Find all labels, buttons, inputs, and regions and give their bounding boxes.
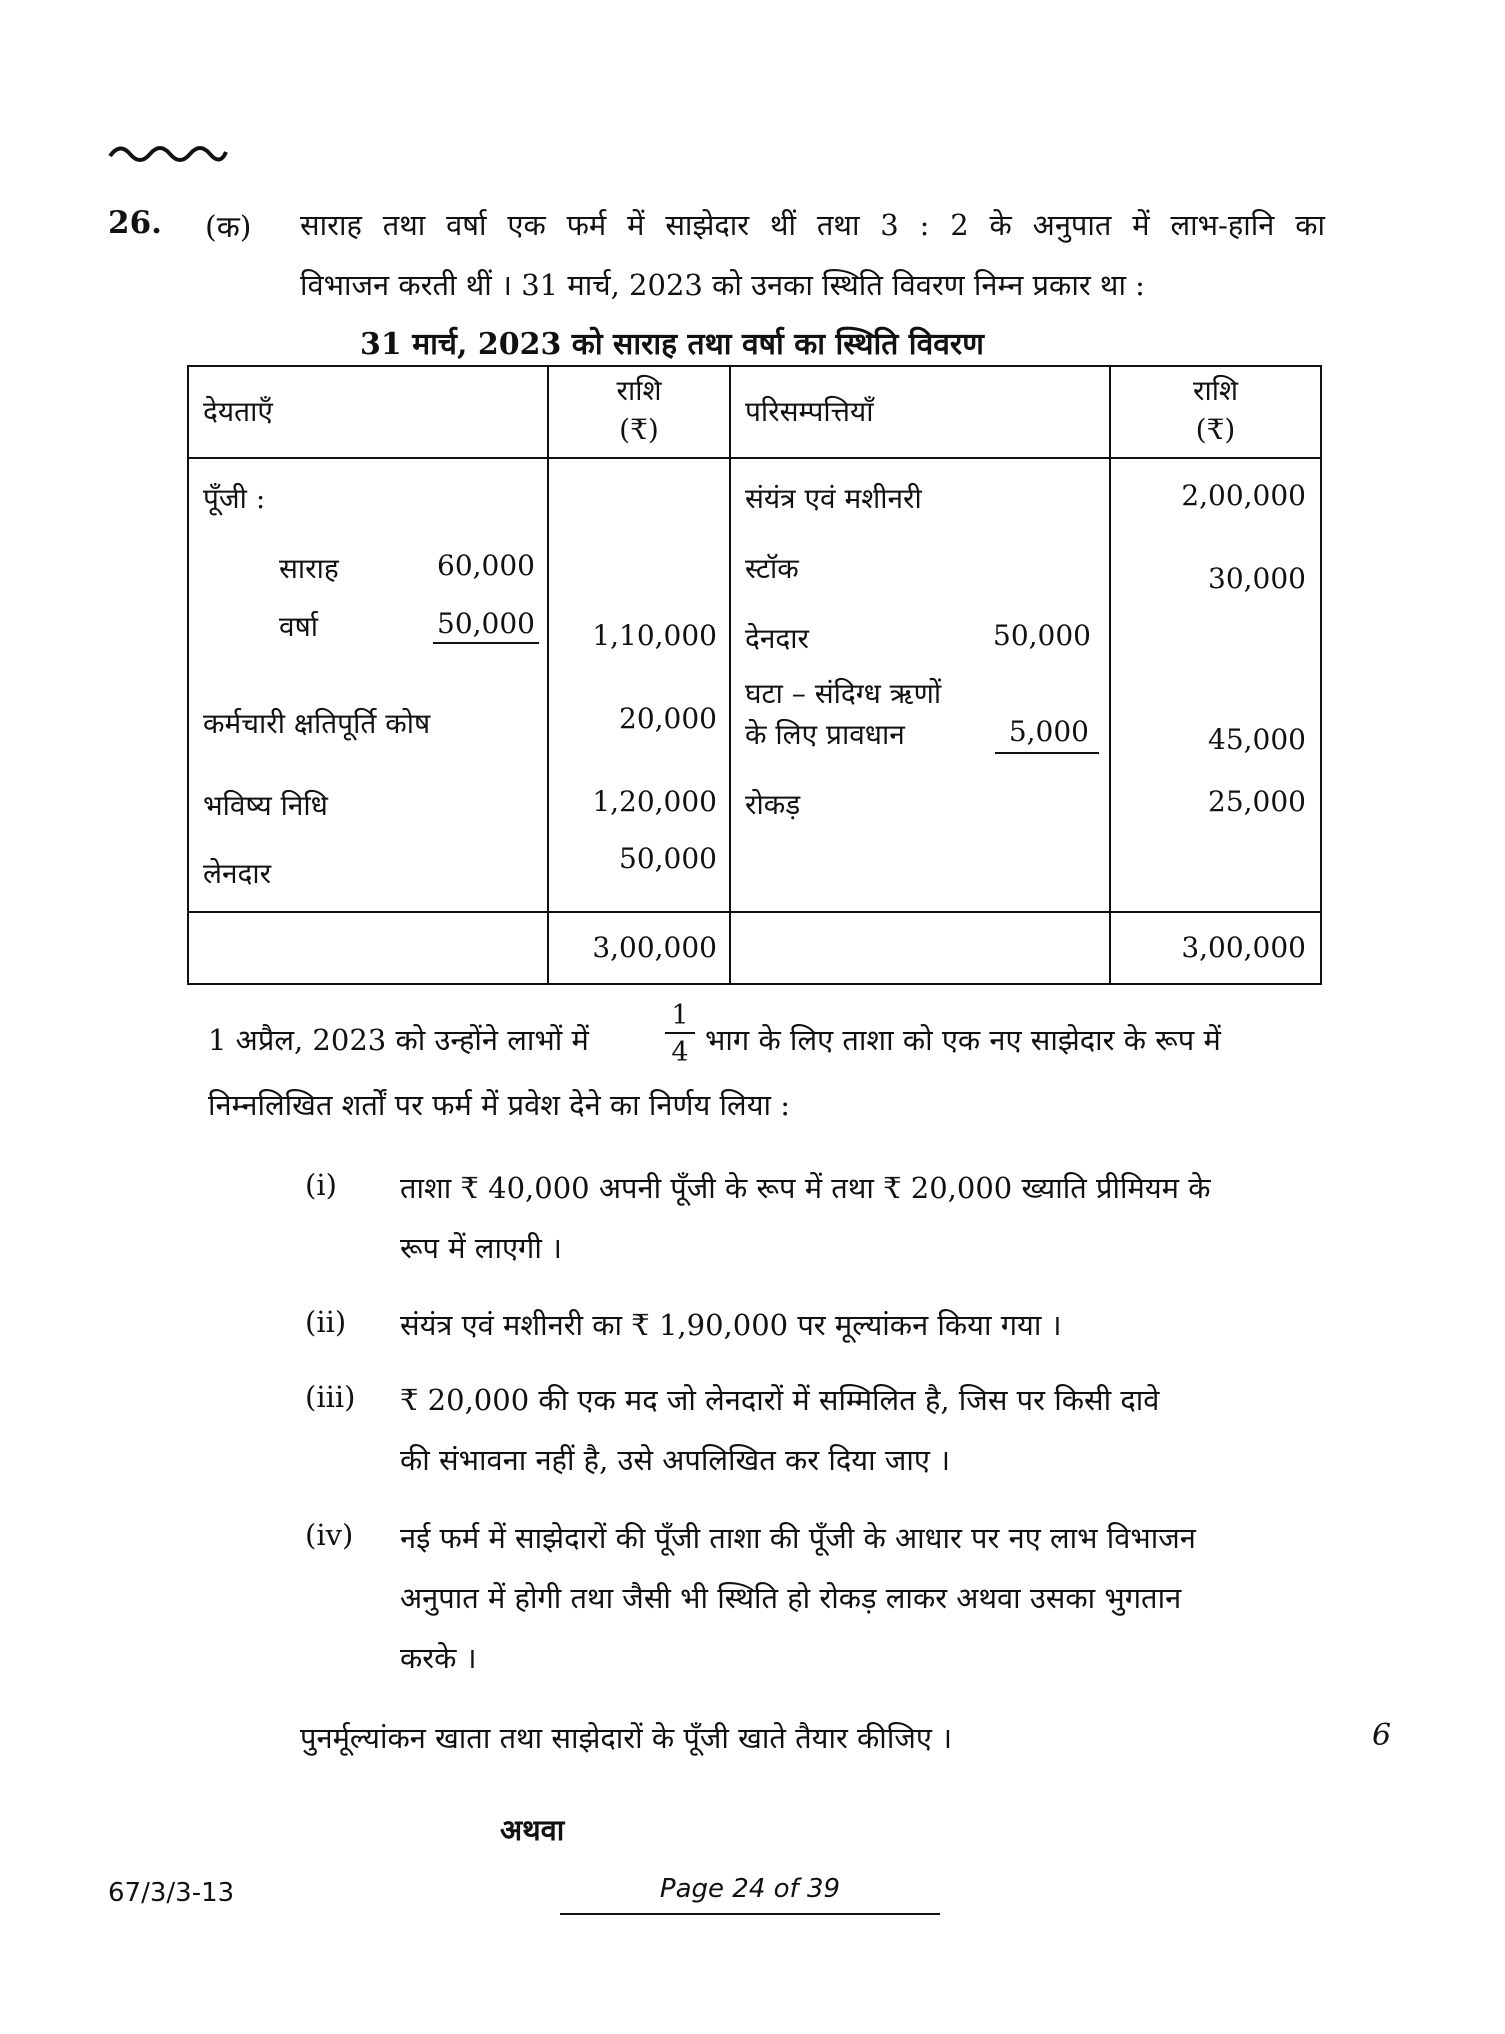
header-amount-unit: (₹): [1195, 413, 1236, 446]
header-assets-amount: [1110, 366, 1321, 458]
creditors-amount: 50,000: [619, 842, 717, 875]
question-number: 26.: [108, 205, 162, 241]
debtors-net-amount: 45,000: [1208, 723, 1306, 756]
or-separator: अथवा: [500, 1813, 565, 1847]
paper-code: 67/3/3-13: [108, 1878, 235, 1908]
question-intro-line-2: विभाजन करती थीं । 31 मार्च, 2023 को उनका स्थिति विवरण निम्न प्रकार था :: [300, 268, 1145, 302]
workmen-compensation-fund-amount: 20,000: [619, 702, 717, 735]
admission-line-1-before: 1 अप्रैल, 2023 को उन्होंने लाभों में: [208, 1023, 589, 1057]
cash-label: रोकड़: [745, 788, 801, 821]
page-number: Page 24 of 39: [659, 1874, 841, 1904]
wave-mark-icon: [108, 138, 228, 168]
instruction-text: पुनर्मूल्यांकन खाता तथा साझेदारों के पूँजी खाते तैयार कीजिए ।: [300, 1721, 953, 1755]
partner-varsha-capital: 50,000: [433, 607, 539, 644]
provident-fund-amount: 1,20,000: [592, 785, 717, 818]
profit-share-fraction: [665, 1002, 695, 1066]
provision-label-line-1: घटा – संदिग्ध ऋणों: [745, 677, 942, 710]
condition-4-line-2: अनुपात में होगी तथा जैसी भी स्थिति हो रोकड़ लाकर अथवा उसका भुगतान: [400, 1581, 1182, 1615]
partner-sarah-name: साराह: [279, 552, 339, 585]
header-assets: [730, 366, 1110, 458]
liabilities-total-blank: [188, 912, 548, 984]
plant-machinery-amount: 2,00,000: [1181, 479, 1306, 512]
question-intro-line-1: साराह तथा वर्षा एक फर्म में साझेदार थीं तथा 3 : 2 के अनुपात में लाभ-हानि का: [300, 208, 1325, 242]
assets-amount-body: [1110, 458, 1321, 912]
provident-fund-label: भविष्य निधि: [203, 789, 328, 822]
partner-varsha-name: वर्षा: [279, 610, 319, 643]
partner-sarah-capital: 60,000: [437, 549, 535, 582]
stock-label: स्टॉक: [745, 552, 799, 585]
condition-4-label: (iv): [305, 1518, 354, 1552]
header-amount-unit: (₹): [619, 413, 659, 446]
workmen-compensation-fund-label: कर्मचारी क्षतिपूर्ति कोष: [203, 707, 431, 740]
provision-amount: 5,000: [995, 715, 1099, 754]
fraction-denominator: 4: [671, 1037, 689, 1068]
condition-1-line-1: ताशा ₹ 40,000 अपनी पूँजी के रूप में तथा ₹ 20,000 ख्याति प्रीमियम के: [400, 1171, 1211, 1205]
balance-sheet-table: [187, 365, 1322, 985]
condition-4-line-1: नई फर्म में साझेदारों की पूँजी ताशा की पूँजी के आधार पर नए लाभ विभाजन: [400, 1521, 1196, 1555]
debtors-gross-amount: 50,000: [993, 619, 1091, 652]
liabilities-body: [188, 458, 548, 912]
condition-2-label: (ii): [305, 1305, 347, 1339]
condition-3-label: (iii): [305, 1380, 356, 1414]
liabilities-amount-body: [548, 458, 730, 912]
liabilities-total: [548, 912, 730, 984]
header-liabilities-label: देयताएँ: [203, 395, 273, 428]
assets-total-amount: 3,00,000: [1181, 931, 1306, 964]
liabilities-total-amount: 3,00,000: [592, 931, 717, 964]
page-number-underline: [560, 1913, 940, 1915]
stock-amount: 30,000: [1208, 562, 1306, 595]
plant-machinery-label: संयंत्र एवं मशीनरी: [745, 482, 922, 515]
assets-total-blank: [730, 912, 1110, 984]
capital-total-amount: 1,10,000: [592, 619, 717, 652]
condition-3-line-1: ₹ 20,000 की एक मद जो लेनदारों में सम्मिलित है, जिस पर किसी दावे: [400, 1383, 1160, 1417]
condition-3-line-2: की संभावना नहीं है, उसे अपलिखित कर दिया जाए ।: [400, 1443, 951, 1477]
header-liabilities-amount: [548, 366, 730, 458]
balance-sheet-title: 31 मार्च, 2023 को साराह तथा वर्षा का स्थिति विवरण: [360, 327, 984, 362]
debtors-label: देनदार: [745, 622, 809, 655]
header-liabilities: [188, 366, 548, 458]
creditors-label: लेनदार: [203, 857, 272, 890]
capital-label: पूँजी :: [203, 482, 266, 515]
header-amount-label: राशि: [1193, 374, 1238, 407]
admission-line-2: निम्नलिखित शर्तों पर फर्म में प्रवेश देने का निर्णय लिया :: [208, 1088, 791, 1122]
condition-2-line-1: संयंत्र एवं मशीनरी का ₹ 1,90,000 पर मूल्यांकन किया गया ।: [400, 1308, 1062, 1342]
admission-line-1-after: भाग के लिए ताशा को एक नए साझेदार के रूप में: [705, 1023, 1221, 1057]
assets-body: [730, 458, 1110, 912]
fraction-numerator: 1: [665, 1002, 695, 1034]
assets-total: [1110, 912, 1321, 984]
question-part-label: (क): [205, 210, 252, 245]
condition-4-line-3: करके ।: [400, 1641, 477, 1675]
marks: 6: [1372, 1718, 1392, 1753]
header-assets-label: परिसम्पत्तियाँ: [745, 395, 874, 428]
condition-1-label: (i): [305, 1168, 337, 1202]
condition-1-line-2: रूप में लाएगी ।: [400, 1231, 563, 1265]
provision-label-line-2: के लिए प्रावधान: [745, 718, 905, 751]
cash-amount: 25,000: [1208, 785, 1306, 818]
header-amount-label: राशि: [616, 374, 662, 407]
